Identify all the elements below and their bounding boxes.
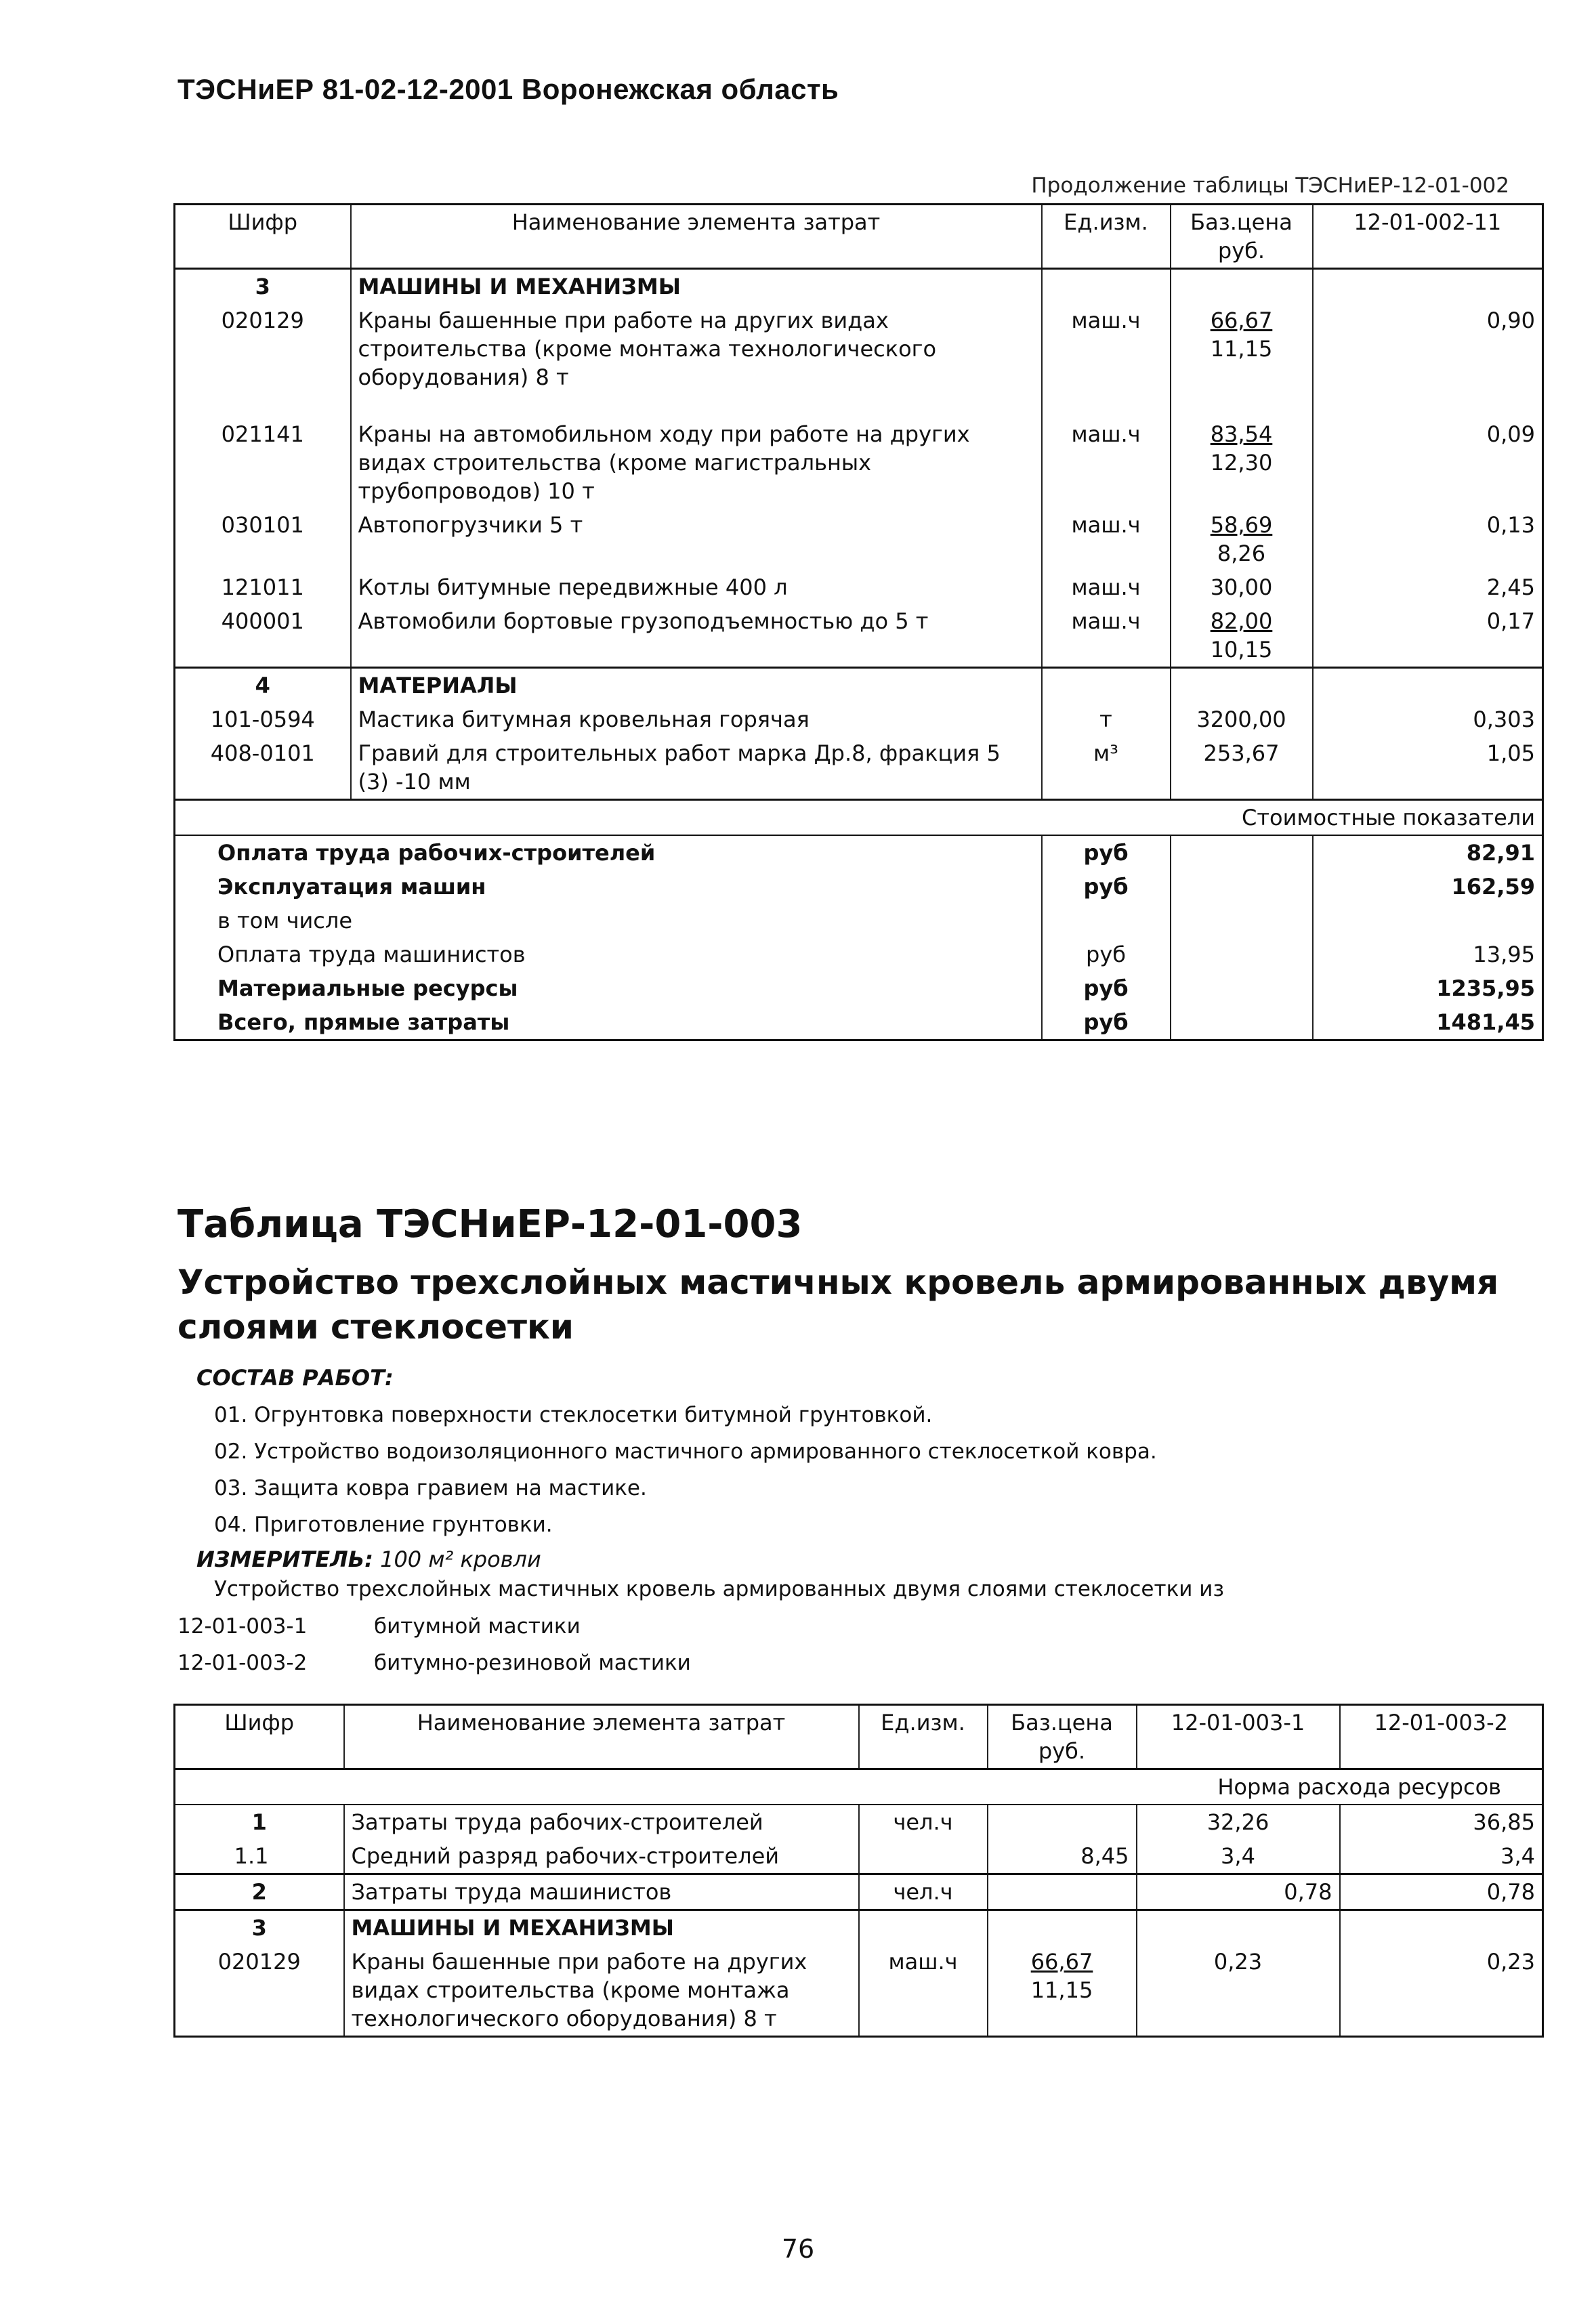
col-code-header: Шифр [175,1705,344,1769]
table-header-row [175,205,1543,269]
price-total: 82,00 [1210,608,1273,634]
list-item: 03. Защита ковра гравием на мастике. [214,1476,647,1500]
measure-label: ИЗМЕРИТЕЛЬ: [196,1546,373,1572]
section-row-machines [175,1910,1543,1945]
row-code: 1 [251,1809,267,1835]
row-price [1171,508,1313,570]
row-code: 020129 [221,308,304,333]
row-name: Котлы битумные передвижные 400 л [351,570,1042,604]
summary-unit: руб [1042,835,1171,870]
row-value: 0,17 [1313,604,1543,668]
row-code: 021141 [221,421,304,447]
row-name: Краны башенные при работе на других видах строительства (кроме монтажа технологического оборудования) 8 т [344,1945,859,2037]
table-row [175,702,1543,736]
section-number: 4 [175,668,351,703]
row-price: 3200,00 [1171,702,1313,736]
section-title: МАТЕРИАЛЫ [351,668,1042,703]
norm-header-row [175,1769,1543,1805]
section-row-machines [175,269,1543,304]
price-wages: 8,26 [1217,541,1266,566]
row-name: Средний разряд рабочих-строителей [344,1839,859,1874]
table-row [175,1945,1543,2037]
col-name-header: Наименование элемента затрат [351,205,1042,269]
variant-code: 12-01-003-1 [177,1614,308,1639]
variants-description: Устройство трехслойных мастичных кровель армированных двумя слоями стеклосетки из [214,1577,1224,1601]
row-name: Затраты труда рабочих-строителей [344,1805,859,1839]
table-row [175,1874,1543,1910]
measure-value: 100 м² кровли [380,1546,541,1572]
measure-line [196,1546,541,1572]
row-value: 1,05 [1313,736,1543,800]
cost-indicators-label: Стоимостные показатели [175,800,1543,836]
row-unit: т [1042,702,1171,736]
summary-unit: руб [1042,937,1171,971]
summary-row [175,937,1543,971]
table-row [175,604,1543,668]
table-row [175,1805,1543,1839]
row-code: 030101 [221,512,304,538]
col-unit-header: Ед.изм. [859,1705,988,1769]
summary-row [175,971,1543,1005]
summary-value: 1235,95 [1313,971,1543,1005]
row-code: 101-0594 [210,707,315,732]
row-value-2: 36,85 [1340,1805,1543,1839]
price-total: 66,67 [1210,308,1273,333]
table-header-row [175,1705,1543,1769]
row-value: 0,09 [1313,394,1543,508]
row-unit: маш.ч [859,1945,988,2037]
row-name: Краны на автомобильном ходу при работе на других видах строительства (кроме магистральных трубопроводов) 10 т [351,394,1042,508]
work-composition-label: СОСТАВ РАБОТ: [196,1365,394,1391]
summary-unit [1042,904,1171,937]
summary-row [175,1005,1543,1040]
row-unit: маш.ч [1042,394,1171,508]
col-price-header: Баз.цена руб. [988,1705,1137,1769]
summary-value [1313,904,1543,937]
row-price [1171,394,1313,508]
summary-value: 82,91 [1313,835,1543,870]
row-price: 30,00 [1171,570,1313,604]
variant-line [177,1651,691,1675]
row-code: 020129 [217,1949,301,1975]
price-wages: 12,30 [1210,450,1273,476]
row-unit: м³ [1042,736,1171,800]
row-value-1: 3,4 [1137,1839,1340,1874]
price-total: 66,67 [1030,1949,1093,1975]
row-value: 0,13 [1313,508,1543,570]
resource-table-12-01-002 [173,203,1544,1041]
row-value: 0,90 [1313,303,1543,394]
variant-line [177,1614,581,1639]
col-norm2-header: 12-01-003-2 [1340,1705,1543,1769]
table-row [175,736,1543,800]
row-price: 8,45 [988,1839,1137,1874]
table-row [175,508,1543,570]
col-code-header: Шифр [175,205,351,269]
variant-text: битумно-резиновой мастики [374,1651,691,1675]
row-name: Гравий для строительных работ марка Др.8, фракция 5 (3) -10 мм [351,736,1042,800]
row-code: 1.1 [234,1843,269,1869]
row-value-2: 0,23 [1340,1945,1543,2037]
col-name-header: Наименование элемента затрат [344,1705,859,1769]
running-header: ТЭСНиЕР 81-02-12-2001 Воронежская область [177,73,839,105]
price-wages: 10,15 [1210,637,1273,662]
norm-header-label: Норма расхода ресурсов [175,1769,1543,1805]
summary-value: 162,59 [1313,870,1543,904]
row-value-2: 0,78 [1340,1874,1543,1910]
summary-value: 1481,45 [1313,1005,1543,1040]
table-continuation-caption: Продолжение таблицы ТЭСНиЕР-12-01-002 [1031,173,1509,198]
row-value-1: 0,78 [1137,1874,1340,1910]
row-code: 2 [175,1874,344,1910]
row-price: 253,67 [1171,736,1313,800]
summary-unit: руб [1042,971,1171,1005]
list-item: 01. Огрунтовка поверхности стеклосетки битумной грунтовкой. [214,1403,933,1427]
row-price [1171,604,1313,668]
summary-value: 13,95 [1313,937,1543,971]
row-name: Автопогрузчики 5 т [351,508,1042,570]
list-item: 02. Устройство водоизоляционного мастичного армированного стеклосеткой ковра. [214,1439,1157,1464]
summary-unit: руб [1042,870,1171,904]
row-value-1: 32,26 [1137,1805,1340,1839]
row-unit: чел.ч [859,1805,988,1839]
table-row [175,1839,1543,1874]
variant-text: битумной мастики [374,1614,581,1639]
row-name: Краны башенные при работе на других видах строительства (кроме монтажа технологического оборудования) 8 т [351,303,1042,394]
summary-label: Всего, прямые затраты [217,1009,510,1035]
section-title: МАШИНЫ И МЕХАНИЗМЫ [351,269,1042,304]
row-price [1171,303,1313,394]
list-item: 04. Приготовление грунтовки. [214,1513,553,1537]
row-unit: маш.ч [1042,570,1171,604]
section-row-materials [175,668,1543,703]
row-code: 408-0101 [210,740,315,766]
summary-label: Оплата труда машинистов [217,942,526,967]
table-title: Таблица ТЭСНиЕР-12-01-003 [177,1202,803,1246]
col-norm1-header: 12-01-003-1 [1137,1705,1340,1769]
row-value-2: 3,4 [1340,1839,1543,1874]
table-row [175,303,1543,394]
section-title: МАШИНЫ И МЕХАНИЗМЫ [344,1910,859,1945]
row-unit: маш.ч [1042,604,1171,668]
resource-table-12-01-003 [173,1704,1544,2038]
summary-label: Материальные ресурсы [217,975,518,1001]
cost-indicators-header [175,800,1543,836]
summary-row [175,870,1543,904]
row-price [988,1945,1137,2037]
table-subtitle: Устройство трехслойных мастичных кровель армированных двумя слоями стеклосетки [177,1263,1499,1347]
price-total: 83,54 [1210,421,1273,447]
row-value-1: 0,23 [1137,1945,1340,2037]
variant-code: 12-01-003-2 [177,1651,308,1675]
price-total: 58,69 [1210,512,1273,538]
row-name: Автомобили бортовые грузоподъемностью до 5 т [351,604,1042,668]
row-unit: чел.ч [859,1874,988,1910]
work-composition-list [214,1397,1157,1543]
col-price-header: Баз.цена руб. [1171,205,1313,269]
summary-row [175,904,1543,937]
summary-unit: руб [1042,1005,1171,1040]
summary-label: Оплата труда рабочих-строителей [217,840,656,866]
price-wages: 11,15 [1030,1977,1093,2003]
section-number: 3 [175,1910,344,1945]
page-number: 76 [781,2234,815,2264]
row-value: 2,45 [1313,570,1543,604]
table-row [175,394,1543,508]
section-number: 3 [255,274,270,299]
table-row [175,570,1543,604]
row-code: 400001 [221,608,304,634]
price-wages: 11,15 [1210,336,1273,362]
summary-label: в том числе [217,908,352,933]
col-norm-header: 12-01-002-11 [1313,205,1543,269]
row-unit: маш.ч [1042,303,1171,394]
col-unit-header: Ед.изм. [1042,205,1171,269]
row-value: 0,303 [1313,702,1543,736]
row-name: Затраты труда машинистов [344,1874,859,1910]
summary-row [175,835,1543,870]
row-unit: маш.ч [1042,508,1171,570]
summary-label: Эксплуатация машин [217,874,486,900]
row-name: Мастика битумная кровельная горячая [351,702,1042,736]
row-code: 121011 [221,574,304,600]
